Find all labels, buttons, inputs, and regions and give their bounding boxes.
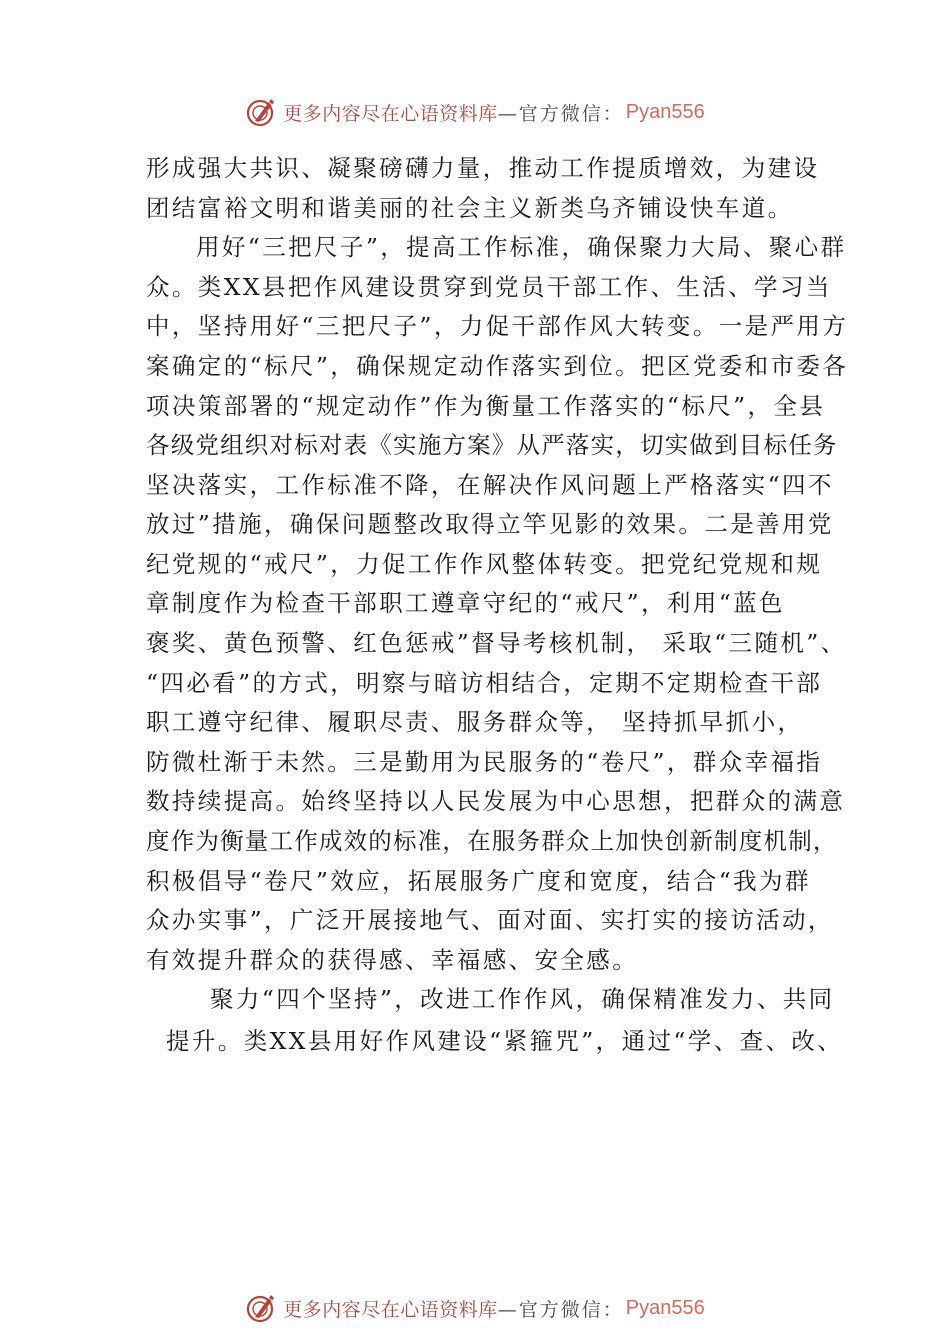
text-line: 数持续提高。始终坚持以人民发展为中心思想，把群众的满意 [146, 787, 846, 815]
text-line: 职工遵守纪律、履职尽责、服务群众等， 坚持抓早抓小， [146, 708, 804, 736]
text-line: 坚决落实，工作标准不降，在解决作风问题上严格落实“四不 [146, 471, 834, 499]
quill-logo-icon [245, 95, 279, 129]
header-official-text: —官方微信： [497, 102, 624, 125]
text-line: 纪党规的“戒尺”，力促工作作风整体转变。把党纪党规和规 [146, 550, 823, 578]
footer-banner [0, 1288, 950, 1328]
text-line: 众办实事”，广泛开展接地气、面对面、实打实的接访活动， [146, 906, 834, 934]
header-banner [0, 92, 950, 132]
header-wechat-id: Pyan556 [625, 100, 705, 123]
text-line: 有效提升群众的获得感、幸福感、安全感。 [146, 946, 639, 974]
text-line: 防微杜渐于未然。三是勤用为民服务的“卷尺”，群众幸福指 [146, 748, 823, 776]
paragraph-start-line: 用好“三把尺子”，提高工作标准，确保聚力大局、聚心群 [196, 233, 847, 261]
text-line: 形成强大共识、凝聚磅礴力量，推动工作提质增效，为建设 [146, 154, 820, 182]
text-line: 团结富裕文明和谐美丽的社会主义新类乌齐铺设快车道。 [146, 194, 794, 222]
text-line: 案确定的“标尺”，确保规定动作落实到位。把区党委和市委各 [146, 352, 849, 380]
text-line: 众。类XX县把作风建设贯穿到党员干部工作、生活、学习当 [146, 273, 832, 301]
quill-logo-icon [245, 1291, 279, 1325]
text-line: 章制度作为检查干部职工遵章守纪的“戒尺”，利用“蓝色 [146, 589, 785, 617]
footer-official-text: —官方微信： [497, 1298, 624, 1321]
text-line: 项决策部署的“规定动作”作为衡量工作落实的“标尺”，全县 [146, 392, 826, 420]
text-line: 各级党组织对标对表《实施方案》从严落实，切实做到目标任务 [146, 431, 838, 459]
header-brand-text: 更多内容尽在心语资料库 [283, 102, 498, 125]
text-line: “四必看”的方式，明察与暗访相结合，定期不定期检查干部 [146, 669, 823, 697]
paragraph-start-line: 聚力“四个坚持”，改进工作作风，确保精准发力、共同 [210, 985, 835, 1013]
text-line: 提升。类XX县用好作风建设“紧箍咒”，通过“学、查、改、 [166, 1027, 844, 1055]
text-line: 积极倡导“卷尺”效应，拓展服务广度和宽度，结合“我为群 [146, 867, 811, 895]
text-line: 放过”措施，确保问题整改取得立竿见影的效果。二是善用党 [146, 510, 834, 538]
footer-wechat-id: Pyan556 [625, 1296, 705, 1319]
text-line: 中，坚持用好“三把尺子”，力促干部作风大转变。一是严用方 [146, 312, 849, 340]
text-line: 度作为衡量工作成效的标准，在服务群众上加快创新制度机制， [146, 827, 838, 855]
text-line: 褒奖、黄色预警、红色惩戒”督导考核机制， 采取“三随机”、 [146, 629, 847, 657]
footer-brand-text: 更多内容尽在心语资料库 [283, 1298, 498, 1321]
